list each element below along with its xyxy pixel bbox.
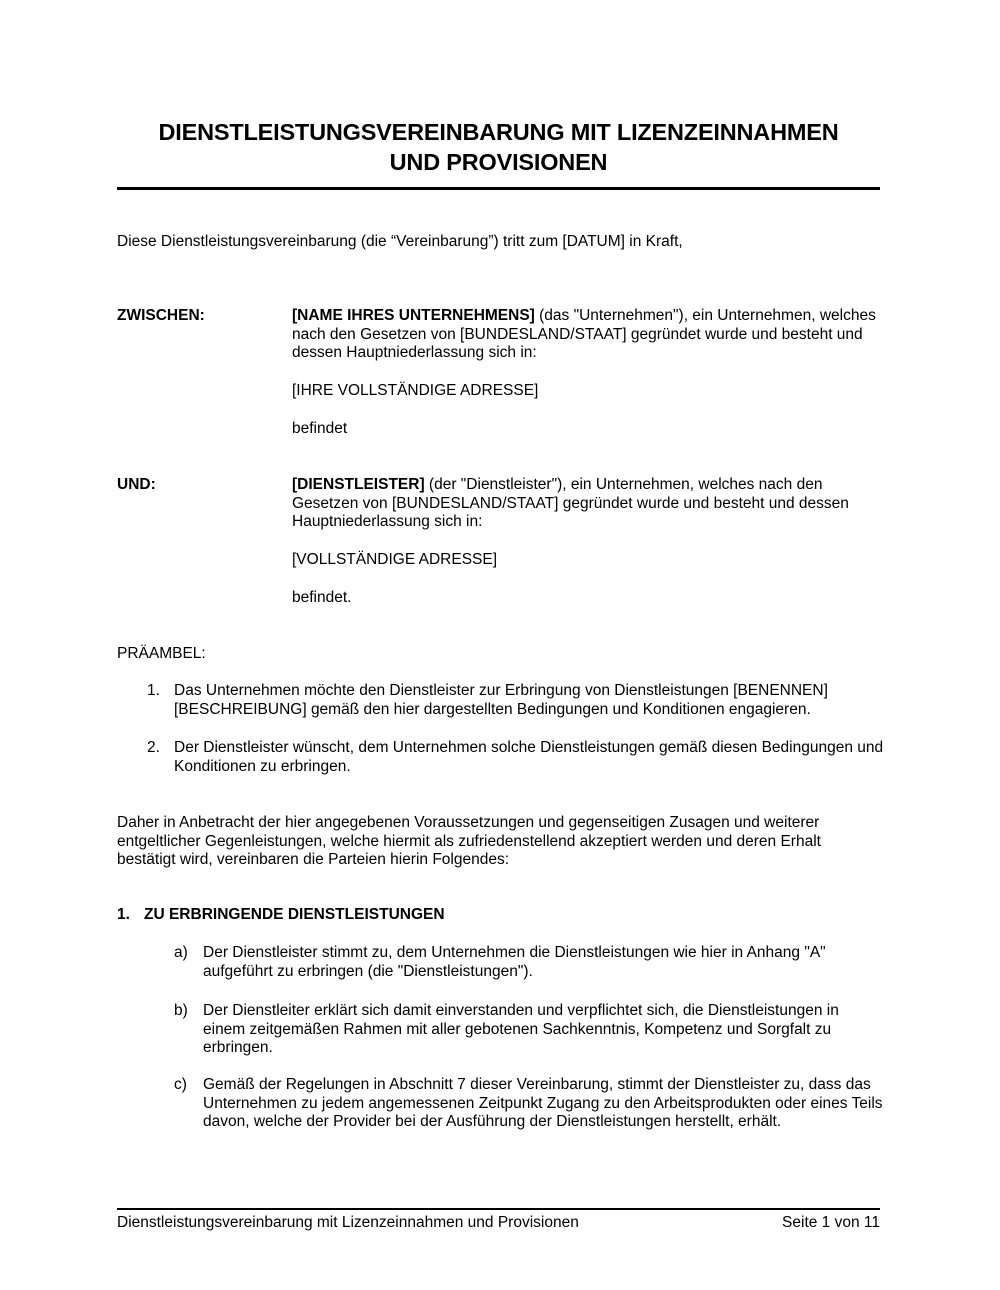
section-item-text: Der Dienstleister stimmt zu, dem Unternehmen die Dienstleistungen wie hier in Anhang "A" aufgeführt zu erbringen (die "Dienstleistungen"). [203, 944, 826, 980]
section-number: 1. [117, 906, 130, 923]
party-block-provider [292, 476, 882, 627]
party-name: [NAME IHRES UNTERNEHMENS] [292, 307, 535, 324]
title-line-1: DIENSTLEISTUNGSVEREINBARUNG MIT LIZENZEINNAHMEN [158, 119, 839, 145]
footer-divider [117, 1208, 880, 1210]
footer-page-number: Seite 1 von 11 [782, 1214, 880, 1231]
whereas-paragraph: Daher in Anbetracht der hier angegebenen Voraussetzungen und gegenseitigen Zusagen und weiterer entgeltlicher Gegenleistungen, welche hiermit als zufriedenstellend akzeptiert werden und deren Erhalt bestätigt wird, vereinbaren die Parteien hierin Folgendes: [117, 814, 821, 869]
party-name: [DIENSTLEISTER] [292, 476, 425, 493]
party-description [292, 307, 882, 363]
preamble-item-number: 1. [147, 682, 160, 699]
section-title: ZU ERBRINGENDE DIENSTLEISTUNGEN [144, 906, 445, 923]
section-heading [117, 906, 445, 924]
section-item-letter: c) [174, 1076, 187, 1093]
section-item-text: Der Dienstleiter erklärt sich damit einverstanden und verpflichtet sich, die Dienstleistungen in einem zeitgemäßen Rahmen mit aller gebotenen Sachkenntnis, Kompetenz und Sorgfalt zu erbringen. [203, 1002, 839, 1057]
party-address: [IHRE VOLLSTÄNDIGE ADRESSE] [292, 382, 539, 400]
document-title [117, 117, 880, 177]
intro-paragraph: Diese Dienstleistungsvereinbarung (die “Vereinbarung”) tritt zum [DATUM] in Kraft, [117, 233, 683, 250]
preamble-item-number: 2. [147, 739, 160, 756]
document-page [117, 0, 884, 1290]
preamble-label: PRÄAMBEL: [117, 645, 206, 662]
footer-document-title: Dienstleistungsvereinbarung mit Lizenzeinnahmen und Provisionen [117, 1214, 579, 1231]
preamble-item-text: Der Dienstleister wünscht, dem Unternehmen solche Dienstleistungen gemäß diesen Bedingungen und Konditionen zu erbringen. [174, 739, 884, 775]
title-divider [117, 187, 880, 190]
section-item-letter: b) [174, 1002, 188, 1019]
party-block-company [292, 307, 882, 458]
section-item-text: Gemäß der Regelungen in Abschnitt 7 dieser Vereinbarung, stimmt der Dienstleister zu, dass das Unternehmen zu jedem angemessenen Zeitpunkt Zugang zu den Arbeitsprodukten oder eines Teils davon, welche der Provider bei der Ausführung der Dienstleistungen herstellt, erhält. [203, 1076, 883, 1131]
preamble-item-text: Das Unternehmen möchte den Dienstleister zur Erbringung von Dienstleistungen [BENENNEN] [BESCHREIBUNG] gemäß den hier dargestellten Bedingungen und Konditionen engagieren. [174, 682, 828, 718]
party-label-zwischen: ZWISCHEN: [117, 307, 205, 324]
party-address: [VOLLSTÄNDIGE ADRESSE] [292, 551, 498, 569]
party-closing: befindet [292, 419, 348, 437]
party-description-text: (das "Unternehmen"), ein Unternehmen, welches nach den Gesetzen von [BUNDESLAND/STAAT] gegründet wurde und besteht und dessen Hauptniederlassung sich in: [292, 307, 876, 362]
party-description-text: (der "Dienstleister"), ein Unternehmen, welches nach den Gesetzen von [BUNDESLAND/STAAT] gegründet wurde und besteht und dessen Hauptniederlassung sich in: [292, 476, 849, 531]
party-description [292, 476, 882, 532]
title-line-2: UND PROVISIONEN [389, 149, 608, 175]
party-label-und: UND: [117, 476, 156, 493]
party-closing: befindet. [292, 588, 352, 606]
section-item-letter: a) [174, 944, 188, 961]
